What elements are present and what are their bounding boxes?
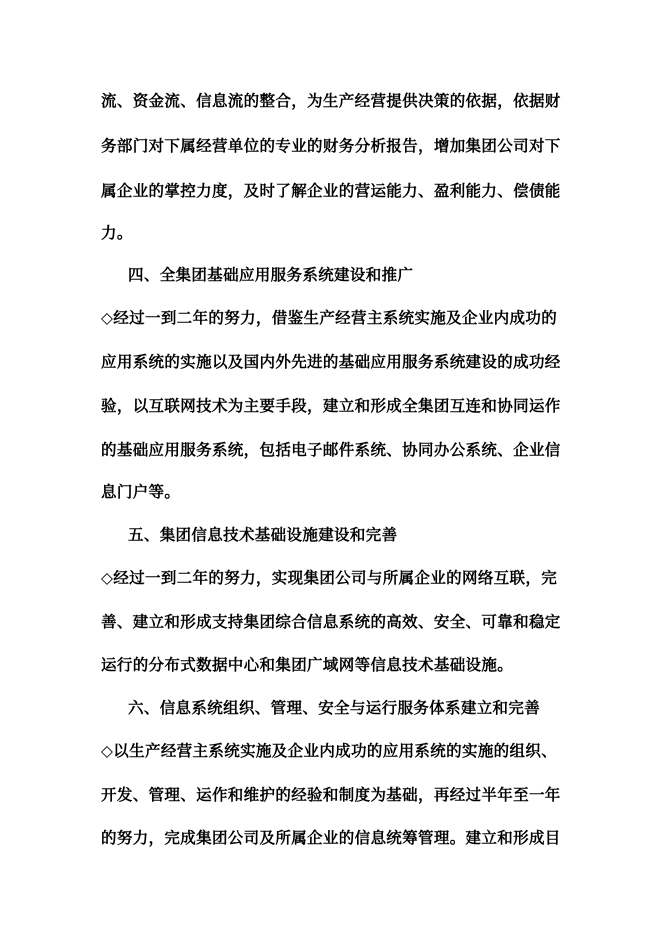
- text-line: 验，以互联网技术为主要手段，建立和形成全集团互连和协同运作: [101, 397, 561, 415]
- text-line: 的基础应用服务系统，包括电子邮件系统、协同办公系统、企业信: [101, 441, 561, 459]
- section-heading: 六、信息系统组织、管理、安全与运行服务体系建立和完善: [128, 699, 541, 717]
- text-line: 属企业的掌控力度，及时了解企业的营运能力、盈利能力、偿债能: [101, 182, 561, 200]
- text-line: 的努力，完成集团公司及所属企业的信息统筹管理。建立和形成目: [101, 829, 561, 847]
- section-heading: 四、全集团基础应用服务系统建设和推广: [128, 266, 414, 284]
- text-line: 息门户等。: [101, 483, 181, 501]
- text-line: 力。: [101, 224, 133, 242]
- text-line: ◇经过一到二年的努力，借鉴生产经营主系统实施及企业内成功的: [101, 309, 558, 327]
- text-line: 流、资金流、信息流的整合，为生产经营提供决策的依据，依据财: [101, 92, 561, 110]
- text-line: ◇以生产经营主系统实施及企业内成功的应用系统的实施的组织、: [101, 742, 558, 760]
- section-heading: 五、集团信息技术基础设施建设和完善: [128, 526, 398, 544]
- text-line: 善、建立和形成支持集团综合信息系统的高效、安全、可靠和稳定: [101, 613, 561, 631]
- text-line: 应用系统的实施以及国内外先进的基础应用服务系统建设的成功经: [101, 353, 561, 371]
- text-line: 运行的分布式数据中心和集团广域网等信息技术基础设施。: [101, 656, 514, 674]
- text-line: ◇经过一到二年的努力，实现集团公司与所属企业的网络互联，完: [101, 569, 558, 587]
- text-line: 开发、管理、运作和维护的经验和制度为基础，再经过半年至一年: [101, 786, 561, 804]
- text-line: 务部门对下属经营单位的专业的财务分析报告，增加集团公司对下: [101, 137, 561, 155]
